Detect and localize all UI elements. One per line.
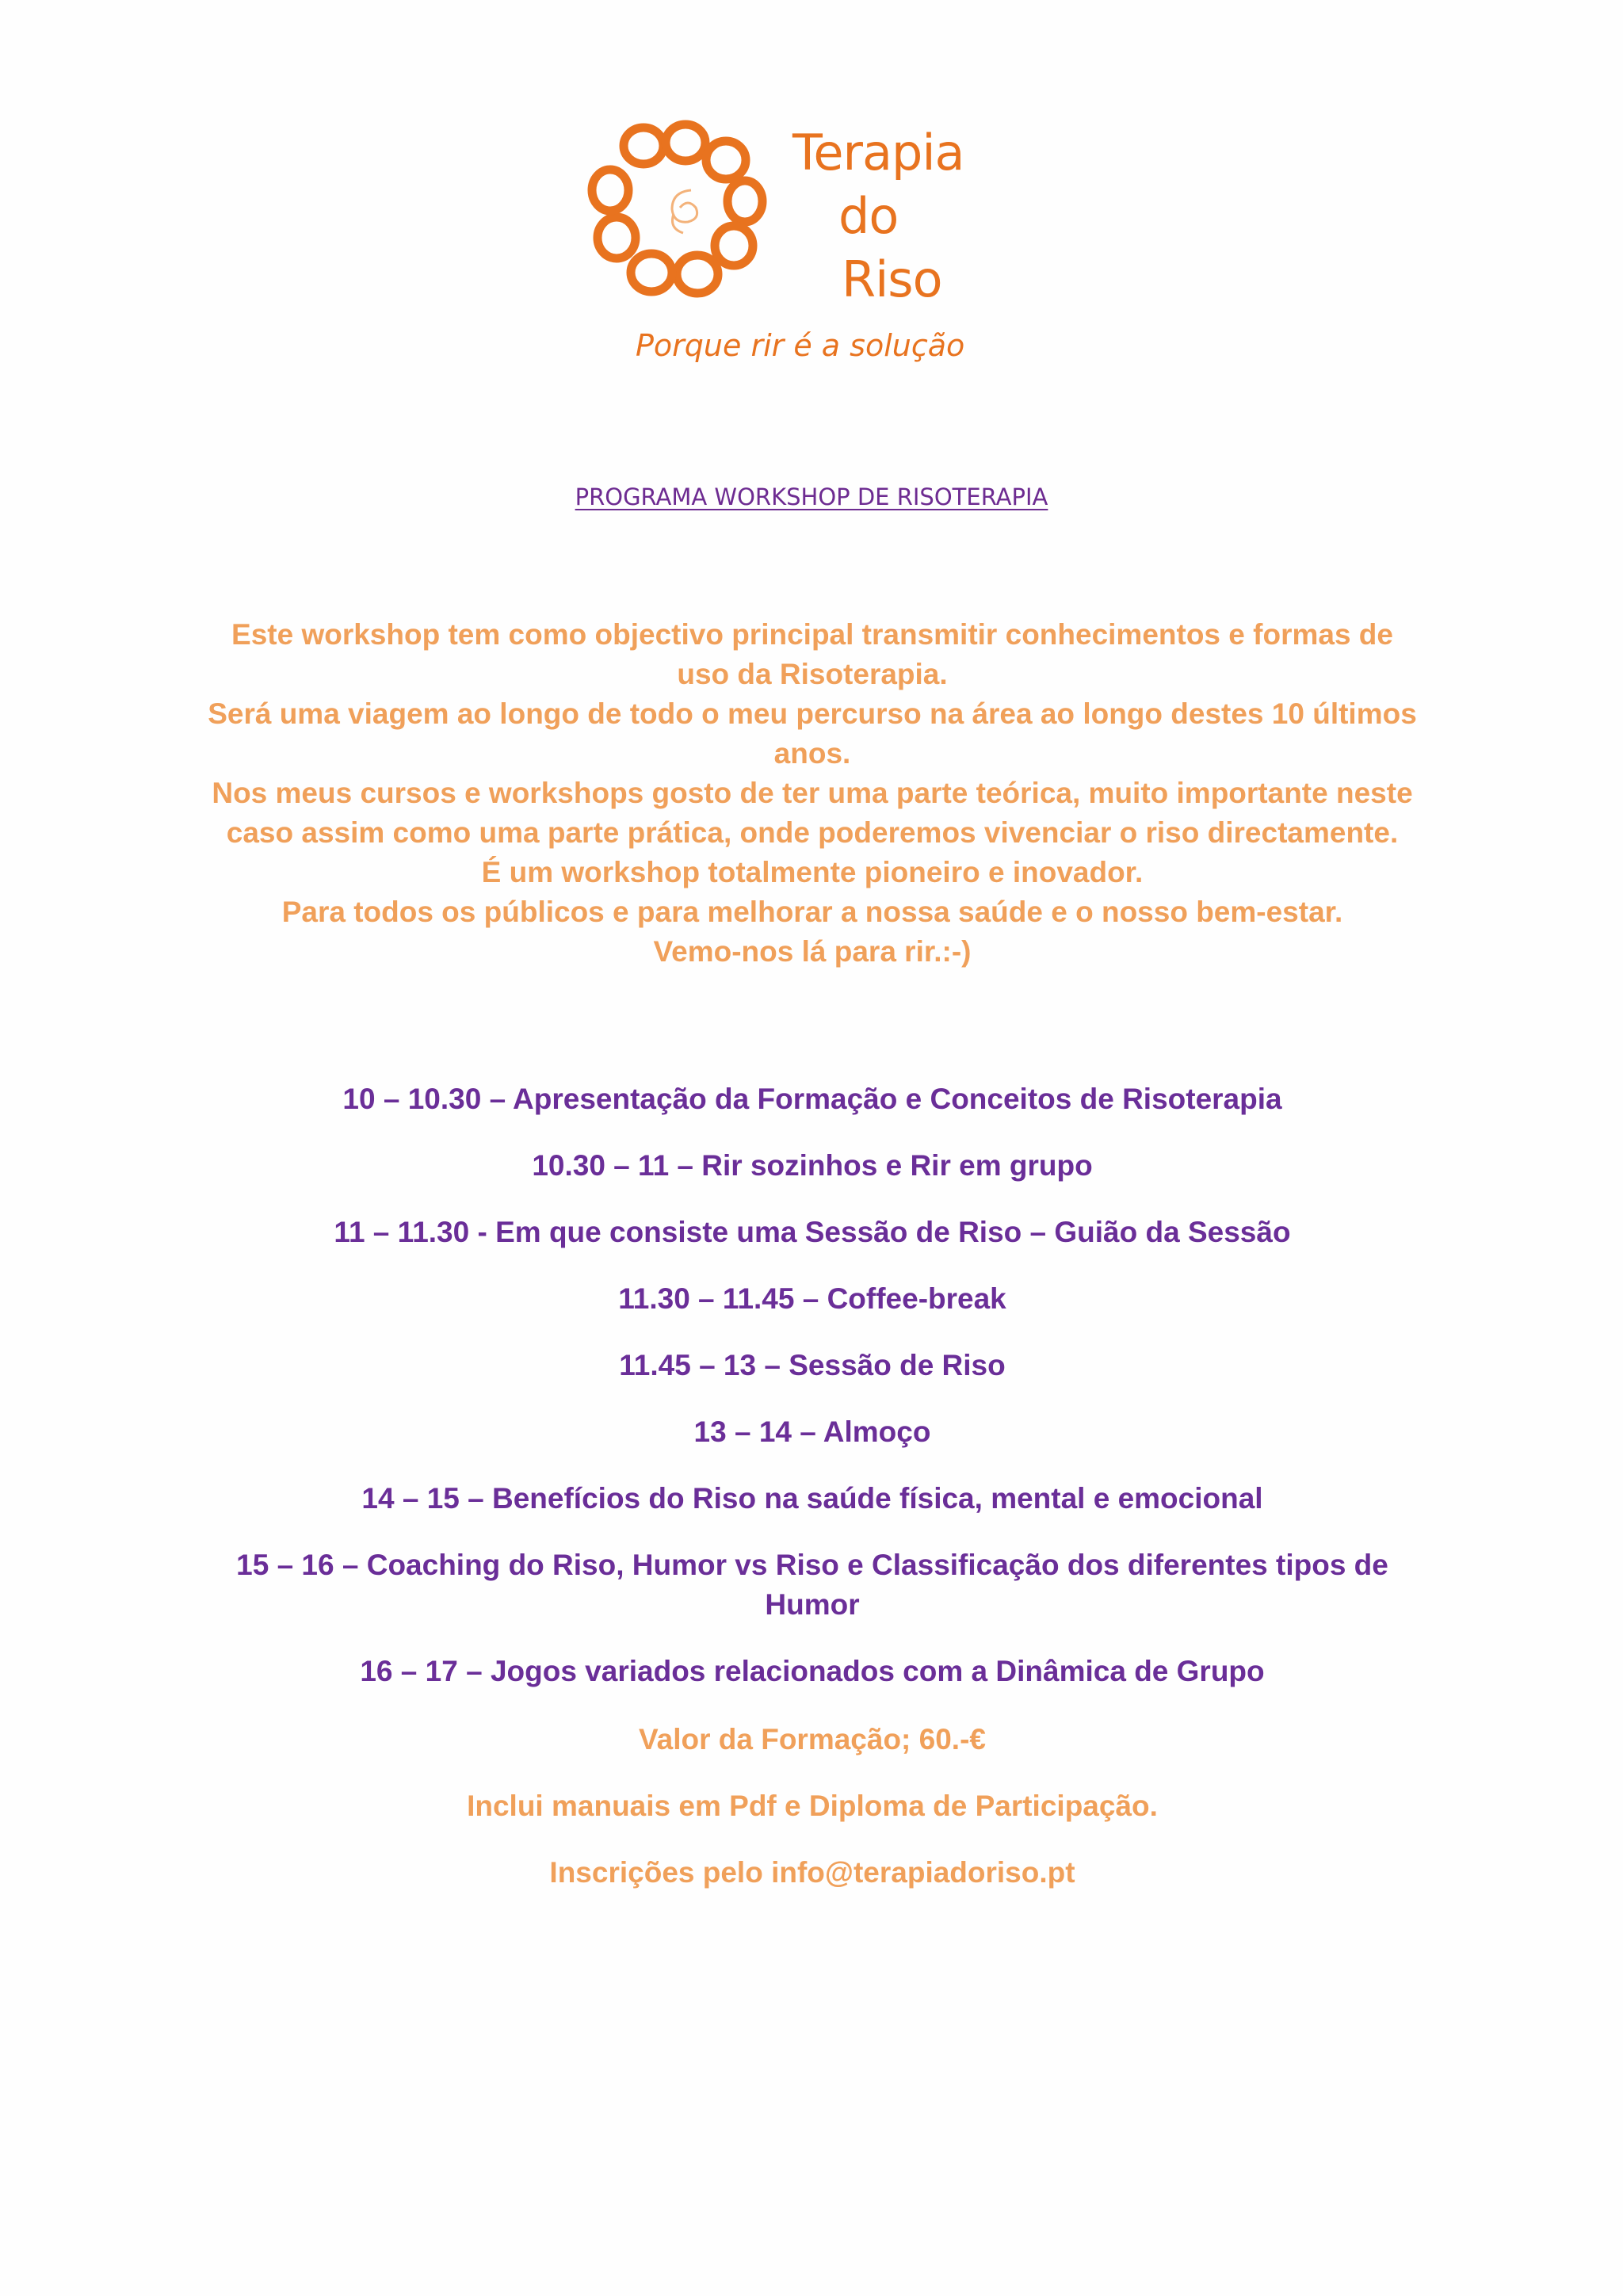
- logo-tagline: Porque rir é a solução: [636, 328, 965, 363]
- intro-line: Para todos os públicos e para melhorar a nossa saúde e o nosso bem-estar.: [281, 896, 1343, 928]
- workshop-info: [206, 1720, 1419, 1920]
- intro-line: Este workshop tem como objectivo principal transmitir conhecimentos e formas de uso da Risoterapia.: [231, 618, 1393, 690]
- page-title: PROGRAMA WORKSHOP DE RISOTERAPIA: [575, 483, 1048, 510]
- schedule-item: 15 – 16 – Coaching do Riso, Humor vs Riso e Classificação dos diferentes tipos de Humor: [236, 1549, 1388, 1621]
- schedule-list: [206, 1079, 1419, 1718]
- schedule-item: 13 – 14 – Almoço: [693, 1415, 931, 1448]
- brand-word-terapia: Terapia: [792, 124, 964, 181]
- brand-word-riso: Riso: [842, 250, 942, 308]
- flower-ring-icon: [586, 119, 777, 301]
- intro-line: Nos meus cursos e workshops gosto de ter uma parte teórica, muito importante neste caso assim como uma parte prática, onde poderemos vivenciar o riso directamente.: [212, 777, 1413, 849]
- includes-text: Inclui manuais em Pdf e Diploma de Participação.: [467, 1790, 1158, 1822]
- registration-text: Inscrições pelo info@terapiadoriso.pt: [549, 1856, 1075, 1889]
- brand-word-do: do: [838, 187, 899, 245]
- schedule-item: 11.45 – 13 – Sessão de Riso: [619, 1349, 1006, 1381]
- schedule-item: 10 – 10.30 – Apresentação da Formação e Conceitos de Risoterapia: [342, 1083, 1282, 1115]
- logo: [586, 119, 1030, 372]
- schedule-item: 10.30 – 11 – Rir sozinhos e Rir em grupo: [532, 1149, 1093, 1182]
- schedule-item: 11 – 11.30 - Em que consiste uma Sessão de Riso – Guião da Sessão: [334, 1216, 1291, 1248]
- intro-line: Será uma viagem ao longo de todo o meu percurso na área ao longo destes 10 últimos anos.: [208, 697, 1417, 770]
- intro-text: [206, 615, 1419, 972]
- schedule-item: 16 – 17 – Jogos variados relacionados com a Dinâmica de Grupo: [360, 1655, 1265, 1687]
- intro-line: É um workshop totalmente pioneiro e inovador.: [481, 856, 1144, 888]
- schedule-item: 11.30 – 11.45 – Coffee-break: [618, 1282, 1006, 1315]
- schedule-item: 14 – 15 – Benefícios do Riso na saúde física, mental e emocional: [361, 1482, 1263, 1515]
- intro-line: Vemo-nos lá para rir.:-): [653, 935, 972, 968]
- price-text: Valor da Formação; 60.-€: [638, 1723, 986, 1755]
